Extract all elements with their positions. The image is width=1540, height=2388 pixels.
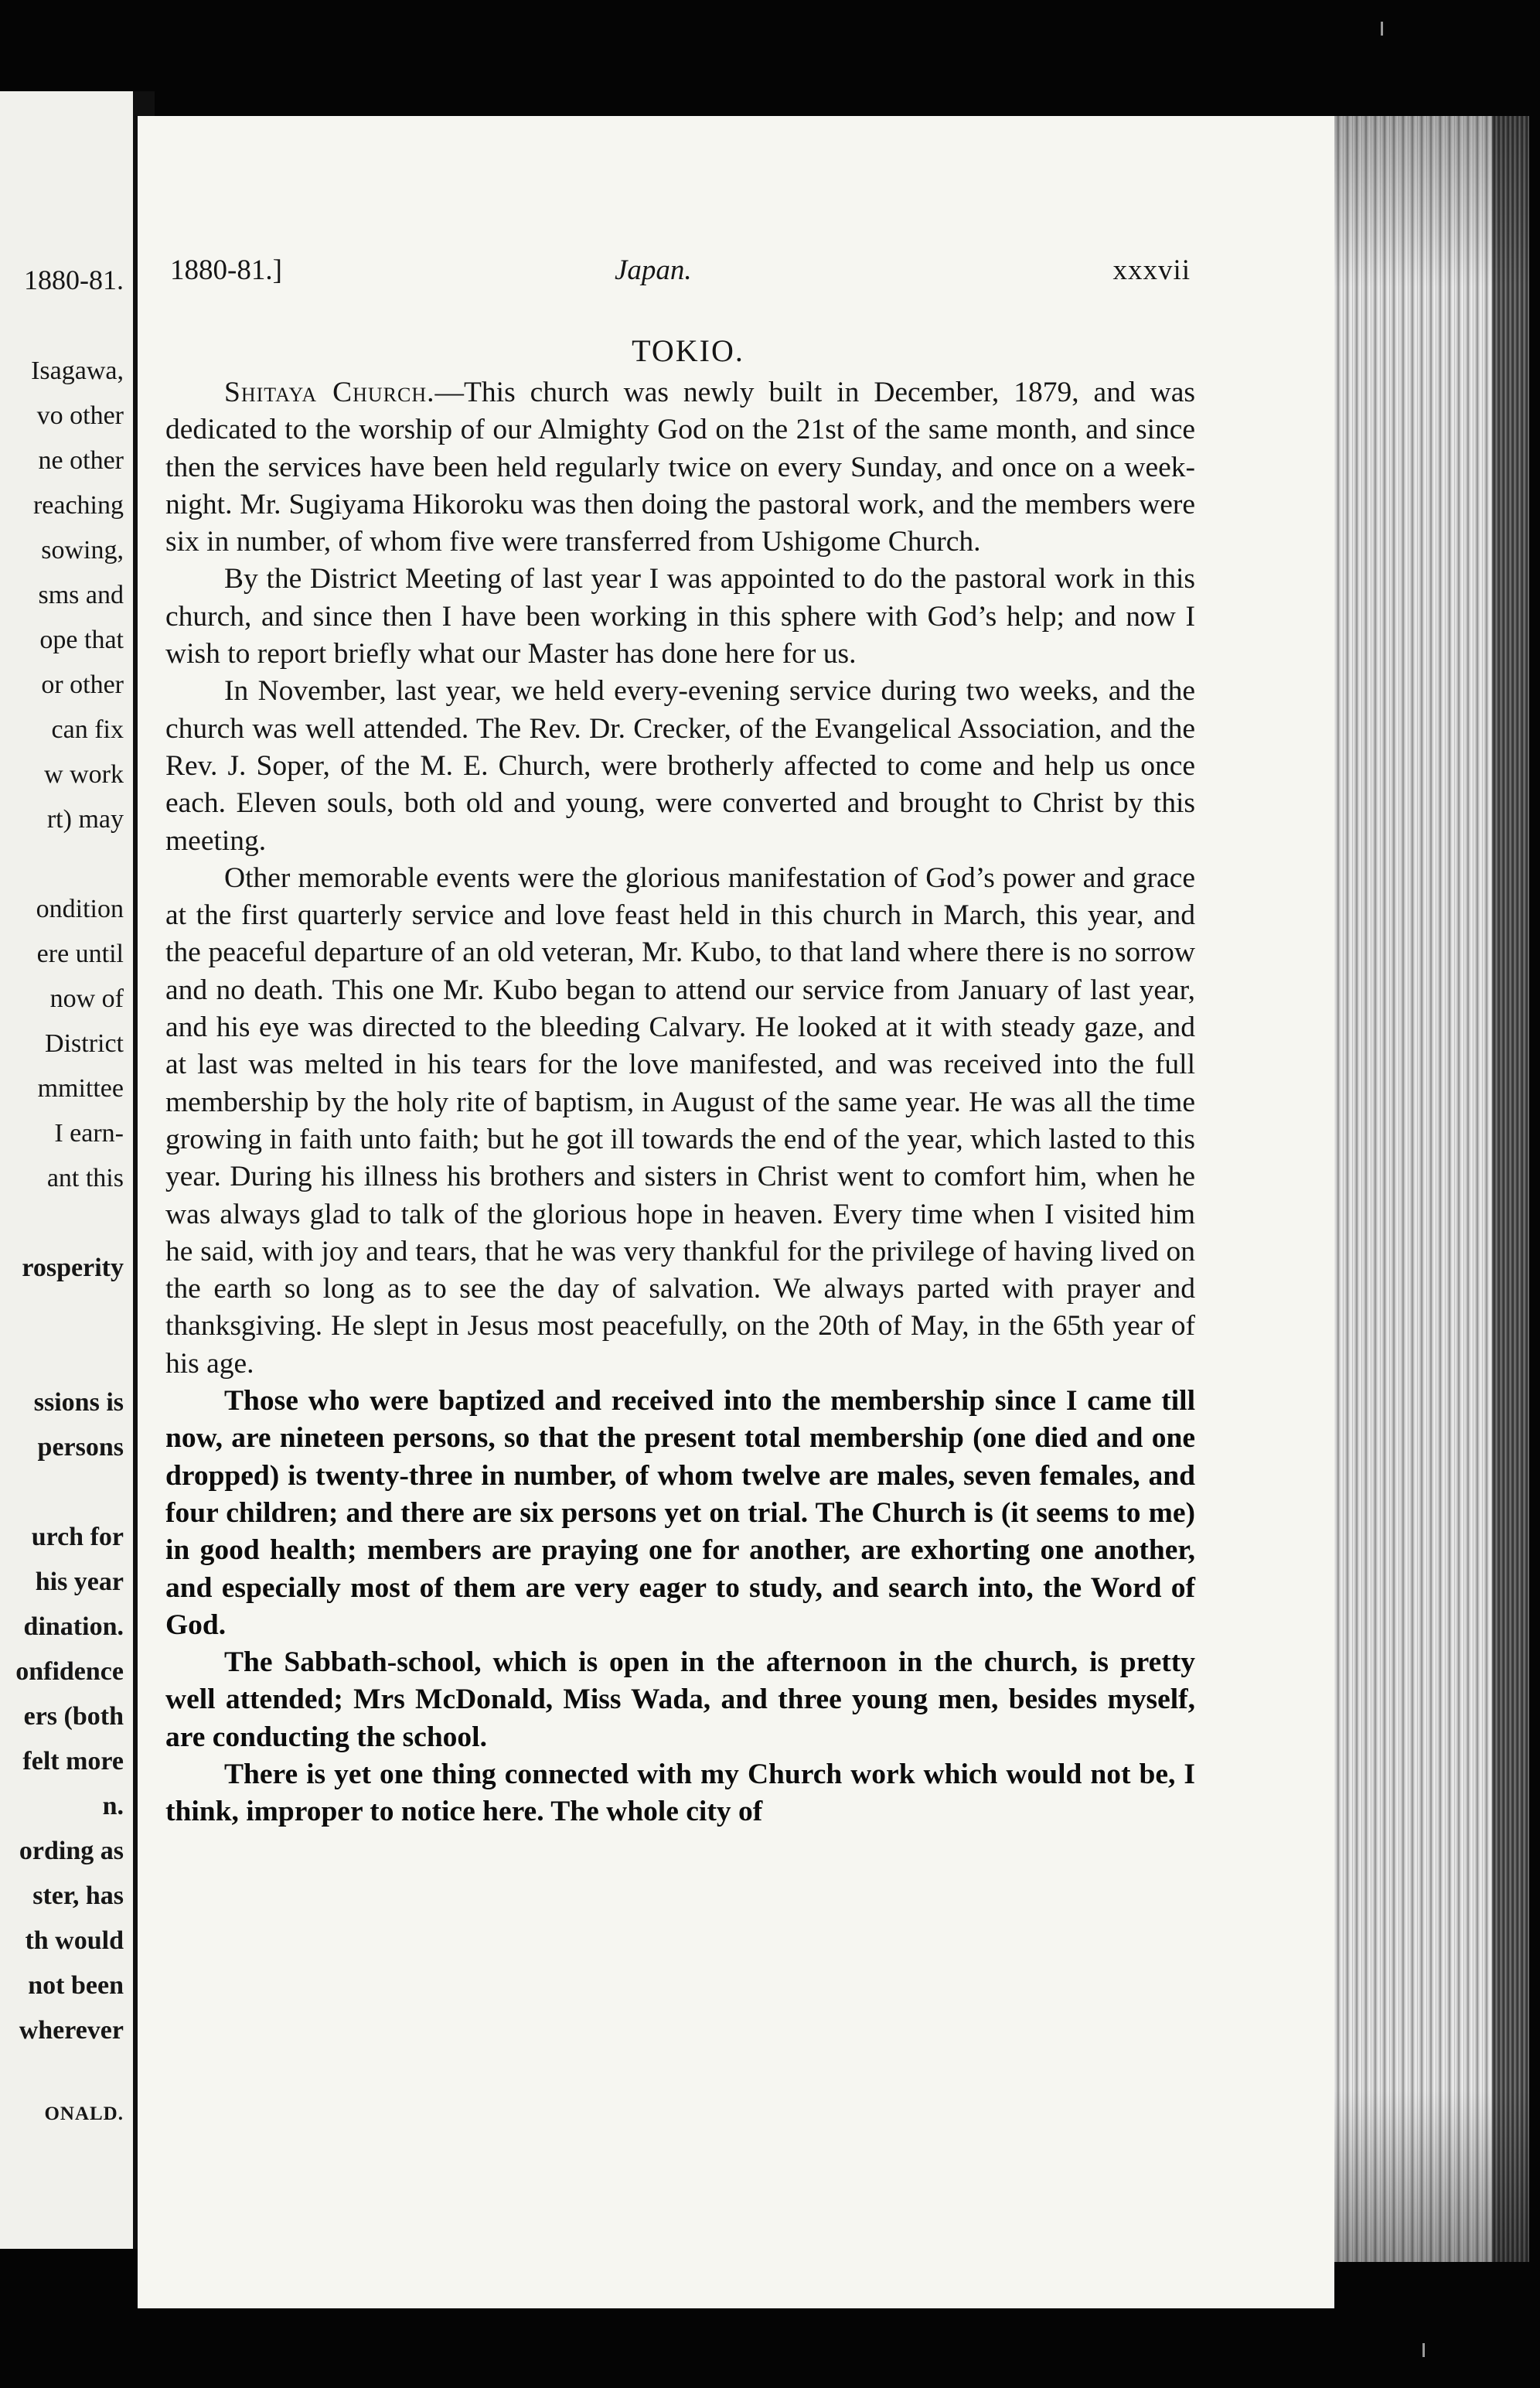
left-page-line: District — [45, 1029, 124, 1058]
left-page-line: n. — [102, 1792, 124, 1820]
page-edge-shade — [1334, 116, 1529, 2262]
left-page-line: now of — [49, 984, 124, 1013]
left-page-line: vo other — [36, 401, 124, 430]
left-page-line: ording as — [19, 1837, 124, 1865]
paragraph: Those who were baptized and received into the membership since I came till now, are nineteen persons, so that the present total membership (one died and one dropped) is twenty-three in number, of whom twelve are males, seven females, and four children; and there are six persons yet on trial. The Church is (it seems to me) in good health; members are praying one for another, are exhorting one another, and especially most of them are very eager to study, and search into, the Word of God. — [165, 1385, 1195, 1641]
paragraph-lead: Shitaya Church. — [224, 377, 435, 408]
left-page-line: can fix — [51, 715, 124, 744]
left-page-line: mmittee — [37, 1074, 124, 1103]
left-page-line: sms and — [38, 581, 124, 609]
running-head-date: 1880-81.] — [170, 254, 282, 286]
left-page-line: Isagawa, — [31, 356, 124, 385]
left-page-line: w work — [44, 760, 124, 789]
paragraph-text: —This church was newly built in December, 1879, and was dedicated to the worship of our Almighty God on the 21st of the same month, and since then the services have been held regularly twice on every Sunday, and once on a week-night. Mr. Sugiyama Hikoroku was then doing the pastoral work, and the members were six in number, of whom five were transferred from Ushigome Church. — [165, 377, 1195, 558]
left-page-line: ssions is — [33, 1388, 124, 1417]
left-page-line: ster, has — [32, 1881, 124, 1910]
body-text — [165, 374, 1195, 1831]
paragraph: There is yet one thing connected with my Church work which would not be, I think, improper to notice here. The whole city of — [165, 1758, 1195, 1828]
left-page-line: ope that — [39, 626, 124, 654]
left-page-line: rosperity — [22, 1254, 124, 1282]
left-page-line: not been — [28, 1971, 124, 2000]
paragraph: The Sabbath-school, which is open in the afternoon in the church, is pretty well attended; Mrs McDonald, Miss Wada, and three young men, besides myself, are conducting the school. — [165, 1646, 1195, 1753]
left-page-line: his year — [35, 1568, 124, 1596]
left-page-line: ONALD. — [44, 2103, 124, 2124]
left-page-line: persons — [37, 1433, 124, 1462]
left-page-line: urch for — [31, 1523, 124, 1551]
left-page-line: wherever — [19, 2016, 124, 2045]
left-page-line: rt) may — [46, 805, 124, 834]
left-page-line: ere until — [36, 940, 124, 968]
scan-mark — [1422, 2343, 1425, 2357]
left-page-line: th would — [25, 1926, 124, 1955]
page-number: xxxvii — [1112, 254, 1191, 286]
left-page-line: ne other — [38, 446, 124, 475]
left-page-line: ant this — [46, 1164, 124, 1192]
paragraph: In November, last year, we held every-evening service during two weeks, and the church was well attended. The Rev. Dr. Crecker, of the Evangelical Association, and the Rev. J. Soper, of the M. E. Church, were brotherly affected to come and help us once each. Eleven souls, both old and young, were converted and brought to Christ by this meeting. — [165, 675, 1195, 857]
section-title: TOKIO. — [632, 333, 744, 368]
paragraph — [165, 374, 1195, 561]
running-head — [170, 254, 1191, 297]
paragraph: Other memorable events were the glorious manifestation of God’s power and grace at the first quarterly service and love feast held in this church in March, this year, and the peaceful departure of an old veteran, Mr. Kubo, to that land where there is no sorrow and no death. This one Mr. Kubo began to attend our service from January of last year, and his eye was directed to the bleeding Calvary. He looked at it with steady gaze, and at last was melted in his tears for the love manifested, and was received into the full membership by the holy rite of baptism, in August of the same year. He was all the time growing in faith unto faith; but he got ill towards the end of the year, which lasted to this year. During his illness his brothers and sisters in Christ went to comfort him, when he was always glad to talk of the glorious hope in heaven. Every time when I visited him he said, with joy and tears, that he was very thankful for the privilege of having lived on the earth so long as to see the day of salvation. We always parted with prayer and thanksgiving. He slept in Jesus most peacefully, on the 20th of May, in the 65th year of his age. — [165, 861, 1195, 1380]
left-page-line: 1880-81. — [24, 264, 124, 295]
left-page-line: I earn- — [54, 1119, 124, 1148]
paragraph: By the District Meeting of last year I was appointed to do the pastoral work in this church, and since then I have been working in this sphere with God’s help; and now I wish to report briefly what our Master has done here for us. — [165, 563, 1195, 670]
left-page-line: felt more — [22, 1747, 124, 1776]
left-page-line: reaching — [32, 491, 124, 520]
left-page-line: or other — [41, 670, 124, 699]
left-page-line: sowing, — [41, 536, 124, 565]
left-page-line: onfidence — [15, 1657, 124, 1686]
left-page-line: ers (both — [23, 1702, 124, 1731]
scan-mark — [1381, 22, 1383, 36]
left-page-line: dination. — [23, 1612, 124, 1641]
left-page-line: ondition — [36, 895, 124, 923]
running-head-title: Japan. — [615, 254, 692, 286]
